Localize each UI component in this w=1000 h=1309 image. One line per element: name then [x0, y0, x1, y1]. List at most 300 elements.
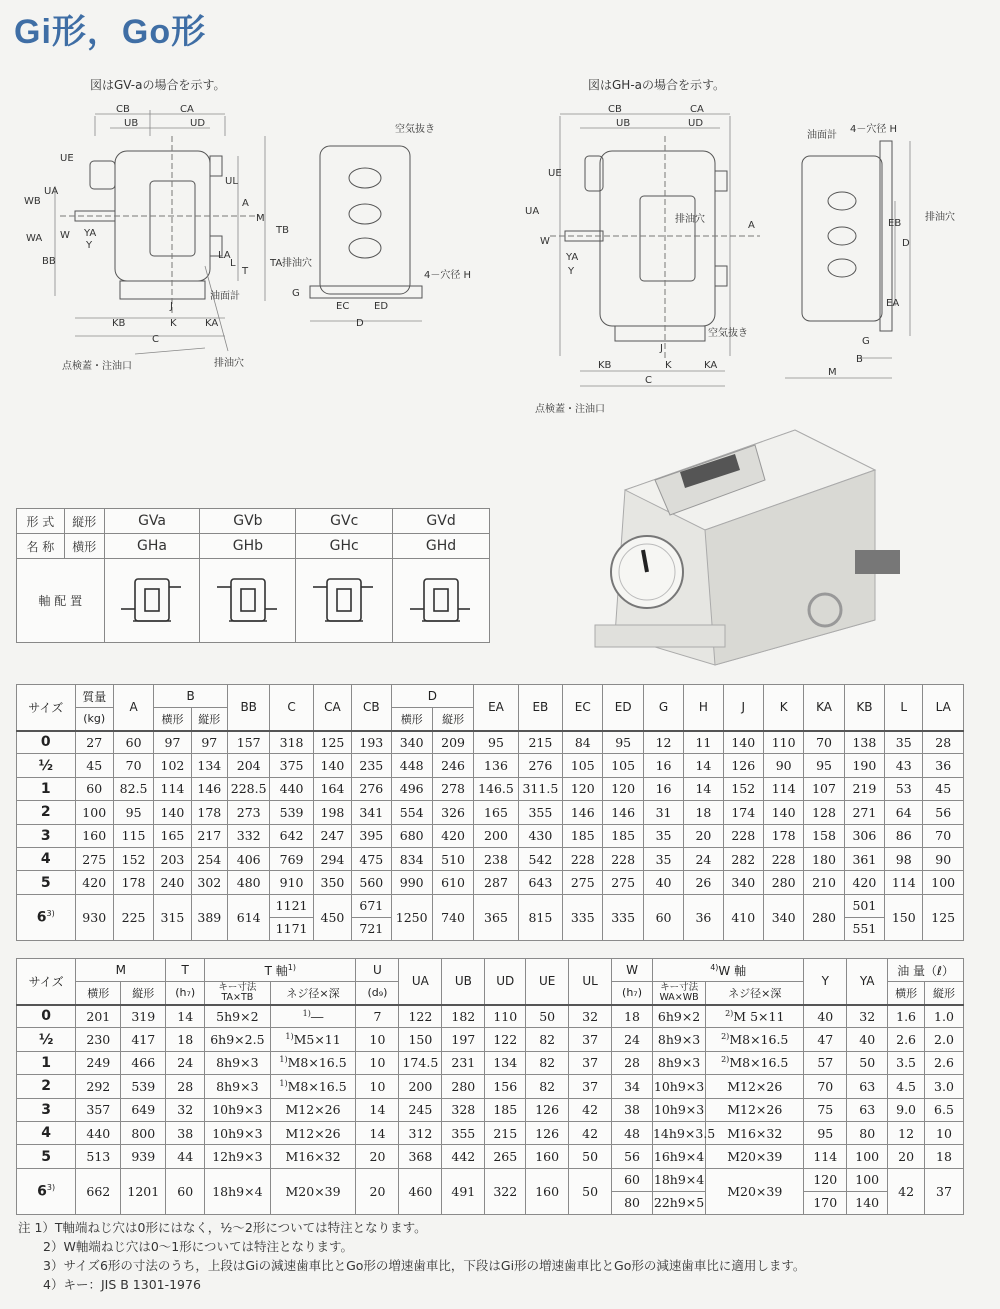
table-cell: 156: [485, 1075, 526, 1098]
table-cell: 649: [121, 1098, 166, 1121]
table-cell: 228: [563, 847, 603, 870]
dim-ub-label: UB: [124, 118, 139, 129]
b-vertical-header: 縦形: [191, 708, 227, 731]
col-kb-header: KB: [844, 685, 884, 731]
table-cell: 178: [191, 801, 227, 824]
table-cell: 140: [313, 754, 351, 777]
table-cell: 42: [569, 1121, 612, 1144]
t-shaft-note: 1): [287, 962, 296, 972]
table-cell: 311.5: [518, 777, 562, 800]
dim-ud-label: UD: [190, 118, 206, 129]
table-cell: 340: [391, 731, 432, 754]
table-cell: 18h9×4: [205, 1168, 270, 1214]
model-gvb: GVb: [200, 509, 296, 534]
model-gvd: GVd: [393, 509, 490, 534]
col-g-header: G: [643, 685, 683, 731]
table-cell: 800: [121, 1121, 166, 1144]
table-cell: 146: [603, 801, 643, 824]
table-cell: 235: [352, 754, 391, 777]
dim-b-label: B: [856, 354, 863, 365]
table-cell: 350: [313, 871, 351, 894]
t-key-header: [205, 982, 270, 1005]
table-cell: 210: [804, 871, 844, 894]
table-cell: 200: [474, 824, 518, 847]
table-cell: 306: [844, 824, 884, 847]
table-cell: 769: [270, 847, 313, 870]
table-cell: 18: [684, 801, 723, 824]
dim-eb-label: EB: [888, 218, 902, 229]
table-cell: 28: [612, 1051, 653, 1074]
table-cell: 115: [113, 824, 153, 847]
t-screw-cell: [270, 1145, 356, 1168]
table-cell: 273: [227, 801, 269, 824]
table-cell: 20: [888, 1145, 925, 1168]
dimension-table-2: [16, 958, 964, 1215]
table-cell: 254: [191, 847, 227, 870]
table-cell: 276: [518, 754, 562, 777]
table-cell: 178: [113, 871, 153, 894]
table-cell: 20: [684, 824, 723, 847]
table-cell: 280: [763, 871, 803, 894]
right-figure-caption: 図はGH-aの場合を示す。: [588, 78, 726, 92]
col-c-header: C: [270, 685, 313, 731]
name-label: 名 称: [17, 534, 65, 559]
size-cell: [17, 1168, 76, 1214]
w-unit: (h₇): [612, 982, 653, 1005]
table-cell: 16: [643, 777, 683, 800]
t-key-title: キー寸法: [218, 981, 257, 993]
table-cell: 22h9×5: [652, 1191, 705, 1214]
footnote-2: 2）W軸端ねじ穴は0～1形については特注となります。: [43, 1239, 353, 1254]
table-cell: 152: [113, 847, 153, 870]
size-value: 3: [40, 827, 51, 844]
col-ec-header: EC: [563, 685, 603, 731]
table-cell: 442: [442, 1145, 485, 1168]
dim-ul-label: UL: [225, 176, 238, 187]
table-cell: 539: [270, 801, 313, 824]
dimension-table-1: [16, 684, 964, 941]
size-cell: [17, 1028, 76, 1051]
left-figure-caption: 図はGV-aの場合を示す。: [90, 78, 226, 92]
table-cell: 406: [227, 847, 269, 870]
col-t-header: T: [166, 959, 205, 982]
table-cell: 335: [563, 894, 603, 940]
table-cell: 815: [518, 894, 562, 940]
table-cell: 10: [356, 1028, 399, 1051]
col-d-header: D: [391, 685, 474, 708]
table-cell: 200: [399, 1075, 442, 1098]
table-row: [17, 1005, 964, 1028]
mount-hole-label: 4－穴径 H: [850, 124, 898, 135]
table-cell: 990: [391, 871, 432, 894]
dim-w-label: W: [60, 230, 70, 241]
table-cell: 110: [763, 731, 803, 754]
dim-t-label: T: [242, 266, 249, 277]
table-cell: 355: [442, 1121, 485, 1144]
weight-header: 質量: [75, 685, 113, 708]
table-cell: 174.5: [399, 1051, 442, 1074]
table-cell: 160: [526, 1145, 569, 1168]
col-ua-header: UA: [399, 959, 442, 1005]
dim-c-label: C: [645, 375, 652, 386]
size-value: 2: [40, 804, 51, 821]
table-cell: 209: [432, 731, 473, 754]
t-screw-cell: [270, 1075, 356, 1098]
table-cell: 14: [356, 1098, 399, 1121]
m-horizontal-header: 横形: [76, 982, 121, 1005]
table-cell: 180: [804, 847, 844, 870]
table-cell: 910: [270, 871, 313, 894]
size-cell: [17, 824, 76, 847]
table-row: [17, 1168, 964, 1191]
table-cell: 32: [569, 1005, 612, 1028]
table-row: [17, 1051, 964, 1074]
dim-ec-label: EC: [336, 301, 350, 312]
drain-hole-label-1: 排油穴: [282, 258, 312, 269]
table-cell: 292: [76, 1075, 121, 1098]
dim-m-label: M: [256, 213, 265, 224]
table-row: [17, 777, 964, 800]
table-cell: 6h9×2.5: [205, 1028, 270, 1051]
table-cell: 134: [485, 1051, 526, 1074]
table-row: [17, 1121, 964, 1144]
footnote-1: 注 1）T軸端ねじ穴は0形にはなく，½～2形については特注となります。: [18, 1220, 427, 1235]
table-cell: 43: [885, 754, 923, 777]
table-row: [17, 754, 964, 777]
table-cell: 24: [612, 1028, 653, 1051]
inspection-cover-label: 点検蓋・注油口: [62, 361, 132, 372]
col-a-header: A: [113, 685, 153, 731]
table-cell: 203: [154, 847, 191, 870]
table-cell: 31: [643, 801, 683, 824]
size-value: 4: [41, 1125, 52, 1142]
size-cell: [17, 1005, 76, 1028]
table-cell: 1.6: [888, 1005, 925, 1028]
table-cell: 82: [526, 1028, 569, 1051]
table-cell: 64: [885, 801, 923, 824]
axis-arrangement-table: [16, 508, 490, 643]
size-value: 6: [37, 1183, 47, 1200]
table-cell: 389: [191, 894, 227, 940]
table-cell: 42: [888, 1168, 925, 1214]
size-cell: [17, 1051, 76, 1074]
table-cell: 1171: [270, 917, 313, 940]
table-cell: 80: [847, 1121, 888, 1144]
table-cell: 107: [804, 777, 844, 800]
col-ud-header: UD: [485, 959, 526, 1005]
table-cell: 420: [75, 871, 113, 894]
left-dimension-drawing: [20, 96, 472, 386]
size-cell: [17, 1075, 76, 1098]
col-k-header: K: [763, 685, 803, 731]
col-u-header: U: [356, 959, 399, 982]
table-cell: 204: [227, 754, 269, 777]
size-cell: [17, 1098, 76, 1121]
table-cell: 56: [612, 1145, 653, 1168]
table-cell: 56: [923, 801, 964, 824]
table-cell: 230: [76, 1028, 121, 1051]
dim-w-label: W: [540, 236, 550, 247]
drain-hole-label-2: 排油穴: [214, 358, 244, 369]
table-cell: 97: [191, 731, 227, 754]
footnotes: [18, 1218, 805, 1294]
table-cell: 16: [643, 754, 683, 777]
table-cell: 440: [76, 1121, 121, 1144]
table-cell: 125: [313, 731, 351, 754]
size-value: 5: [40, 874, 51, 891]
table-cell: 165: [154, 824, 191, 847]
model-ghd: GHd: [393, 534, 490, 559]
table-cell: 215: [485, 1121, 526, 1144]
table-cell: 240: [154, 871, 191, 894]
w-shaft-note: 4): [710, 962, 719, 972]
cell-note: 1): [279, 1078, 288, 1088]
d-vertical-header: 縦形: [432, 708, 473, 731]
size-value: 0: [40, 734, 51, 751]
mount-hole-label: 4－穴径 H: [424, 270, 472, 281]
dim-d-label: D: [902, 238, 910, 249]
table-cell: 152: [723, 777, 763, 800]
table-cell: 140: [154, 801, 191, 824]
table-cell: 417: [121, 1028, 166, 1051]
cell-value: M8×16.5: [287, 1078, 347, 1094]
table-cell: 215: [518, 731, 562, 754]
table-cell: 276: [352, 777, 391, 800]
air-vent-label: 空気抜き: [708, 328, 748, 339]
table-cell: 160: [75, 824, 113, 847]
table-cell: 24: [684, 847, 723, 870]
table-cell: 14h9×3.5: [652, 1121, 705, 1144]
table-cell: 140: [763, 801, 803, 824]
table-cell: 1.0: [924, 1005, 963, 1028]
table-cell: 201: [76, 1005, 121, 1028]
table-cell: 35: [643, 847, 683, 870]
table-cell: 80: [612, 1191, 653, 1214]
table-cell: 1121: [270, 894, 313, 917]
table-cell: 197: [442, 1028, 485, 1051]
table-cell: 97: [154, 731, 191, 754]
size-cell: [17, 777, 76, 800]
weight-unit: (kg): [75, 708, 113, 731]
table-cell: 282: [723, 847, 763, 870]
table-cell: 126: [526, 1098, 569, 1121]
col-b-header: B: [154, 685, 228, 708]
dim-ue-label: UE: [548, 168, 562, 179]
vertical-label: 縦形: [64, 509, 104, 534]
table-cell: 341: [352, 801, 391, 824]
table-cell: 610: [432, 871, 473, 894]
table-cell: 185: [563, 824, 603, 847]
table-cell: 740: [432, 894, 473, 940]
dim-c-label: C: [152, 334, 159, 345]
table-row: [17, 1145, 964, 1168]
table-cell: 9.0: [888, 1098, 925, 1121]
t-screw-cell: [270, 1028, 356, 1051]
table-cell: 140: [723, 731, 763, 754]
dim-g-label: G: [862, 336, 870, 347]
axis-arrangement-label: 軸 配 置: [17, 559, 105, 643]
table-cell: 185: [485, 1098, 526, 1121]
table-cell: 114: [804, 1145, 847, 1168]
table-cell: 450: [313, 894, 351, 940]
table-cell: 10h9×3: [652, 1075, 705, 1098]
w-screw-cell: [706, 1098, 804, 1121]
table-cell: 246: [432, 754, 473, 777]
cell-note: 1): [279, 1055, 288, 1065]
table-cell: 551: [844, 917, 884, 940]
size-cell: [17, 847, 76, 870]
table-cell: 18h9×4: [652, 1168, 705, 1191]
footnote-3: 3）サイズ6形の寸法のうち，上段はGiの減速歯車比とGo形の増速歯車比，下段はGi形の増速歯車比とGo形の減速歯車比に適用します。: [43, 1258, 806, 1273]
axis-diagram-b: [200, 559, 296, 643]
cell-value: M5×11: [293, 1032, 341, 1048]
table-cell: 420: [844, 871, 884, 894]
table-cell: 114: [763, 777, 803, 800]
table-cell: 38: [166, 1121, 205, 1144]
size-value: ½: [38, 757, 54, 774]
b-horizontal-header: 横形: [154, 708, 191, 731]
table-cell: 475: [352, 847, 391, 870]
size-value: 6: [36, 909, 47, 926]
table-cell: 47: [804, 1028, 847, 1051]
table-cell: 7: [356, 1005, 399, 1028]
size-cell: [17, 1121, 76, 1144]
dim-l-label: L: [230, 258, 236, 269]
table-cell: 100: [847, 1168, 888, 1191]
oil-gauge-label: 油面計: [210, 291, 240, 302]
size-cell: [17, 1145, 76, 1168]
table-cell: 16h9×4: [652, 1145, 705, 1168]
table-cell: 10h9×3: [205, 1098, 270, 1121]
table-cell: 140: [847, 1191, 888, 1214]
table-cell: 614: [227, 894, 269, 940]
cell-value: M 5×11: [733, 1009, 785, 1025]
cell-value: M8×16.5: [729, 1055, 789, 1071]
dim-g-label: G: [292, 288, 300, 299]
model-gha: GHa: [104, 534, 200, 559]
table-cell: 249: [76, 1051, 121, 1074]
table-cell: 63: [847, 1075, 888, 1098]
table-cell: 228: [763, 847, 803, 870]
table-cell: 10: [356, 1075, 399, 1098]
table-cell: 95: [603, 731, 643, 754]
table-cell: 60: [75, 777, 113, 800]
t-screw-cell: [270, 1121, 356, 1144]
table-cell: 105: [603, 754, 643, 777]
table-cell: 28: [923, 731, 964, 754]
dim-k-label: K: [665, 360, 672, 371]
dim-ue-label: UE: [60, 153, 74, 164]
table-cell: 82.5: [113, 777, 153, 800]
table-cell: 14: [356, 1121, 399, 1144]
table-cell: 90: [763, 754, 803, 777]
table-cell: 231: [442, 1051, 485, 1074]
table-cell: 40: [804, 1005, 847, 1028]
table-cell: 193: [352, 731, 391, 754]
size-value: 1: [40, 780, 51, 797]
table-cell: 228: [603, 847, 643, 870]
table-cell: 318: [270, 731, 313, 754]
table-cell: 6h9×2: [652, 1005, 705, 1028]
dim-ca-label: CA: [180, 104, 194, 115]
table-cell: M20×39: [706, 1168, 804, 1214]
table-row: [17, 847, 964, 870]
table-cell: 278: [432, 777, 473, 800]
table-cell: 10h9×3: [205, 1121, 270, 1144]
table-cell: 355: [518, 801, 562, 824]
cell-value: M16×32: [727, 1125, 783, 1141]
size-note: 3): [46, 1182, 56, 1192]
size-cell: [17, 894, 76, 940]
table-cell: 35: [643, 824, 683, 847]
table-cell: 146: [563, 801, 603, 824]
table-cell: 4.5: [888, 1075, 925, 1098]
table-cell: 120: [603, 777, 643, 800]
drain-hole-label-2: 排油穴: [925, 212, 955, 223]
size-cell: [17, 801, 76, 824]
table-cell: 27: [75, 731, 113, 754]
table-cell: 37: [569, 1051, 612, 1074]
model-ghc: GHc: [296, 534, 393, 559]
cell-note: 1): [302, 1008, 311, 1018]
table-cell: 63: [847, 1098, 888, 1121]
table-cell: 560: [352, 871, 391, 894]
dim-ya-label: YA: [84, 228, 97, 239]
table-cell: 100: [847, 1145, 888, 1168]
table-cell: 95: [474, 731, 518, 754]
w-screw-cell: [706, 1005, 804, 1028]
inspection-cover-label: 点検蓋・注油口: [535, 404, 605, 415]
table-cell: 219: [844, 777, 884, 800]
table-cell: 721: [352, 917, 391, 940]
table-cell: 12h9×3: [205, 1145, 270, 1168]
table-cell: 122: [399, 1005, 442, 1028]
table-cell: 26: [684, 871, 723, 894]
cell-value: M8×16.5: [287, 1055, 347, 1071]
table-cell: 164: [313, 777, 351, 800]
w-screw-cell: [706, 1121, 804, 1144]
table-cell: 326: [432, 801, 473, 824]
cell-value: M12×26: [285, 1102, 341, 1118]
form-label: 形 式: [17, 509, 65, 534]
col-cb-header: CB: [352, 685, 391, 731]
table-cell: 126: [723, 754, 763, 777]
table-cell: 554: [391, 801, 432, 824]
size-value: 2: [41, 1078, 52, 1095]
table-cell: 315: [154, 894, 191, 940]
table-cell: 102: [154, 754, 191, 777]
table-cell: 18: [166, 1028, 205, 1051]
table-cell: 185: [603, 824, 643, 847]
table-cell: 44: [166, 1145, 205, 1168]
cell-note: 2): [721, 1032, 730, 1041]
w-screw-header: ネジ径×深: [706, 982, 804, 1005]
table-cell: 165: [474, 801, 518, 824]
table-cell: 10: [924, 1121, 963, 1144]
table-cell: 328: [442, 1098, 485, 1121]
table-cell: 90: [923, 847, 964, 870]
table-cell: 14: [166, 1005, 205, 1028]
dim-wa-label: WA: [26, 233, 43, 244]
table-cell: 265: [485, 1145, 526, 1168]
table-cell: 217: [191, 824, 227, 847]
table-cell: 114: [154, 777, 191, 800]
table-cell: 312: [399, 1121, 442, 1144]
table-cell: 539: [121, 1075, 166, 1098]
table-cell: 542: [518, 847, 562, 870]
table-cell: 420: [432, 824, 473, 847]
table-cell: 38: [612, 1098, 653, 1121]
